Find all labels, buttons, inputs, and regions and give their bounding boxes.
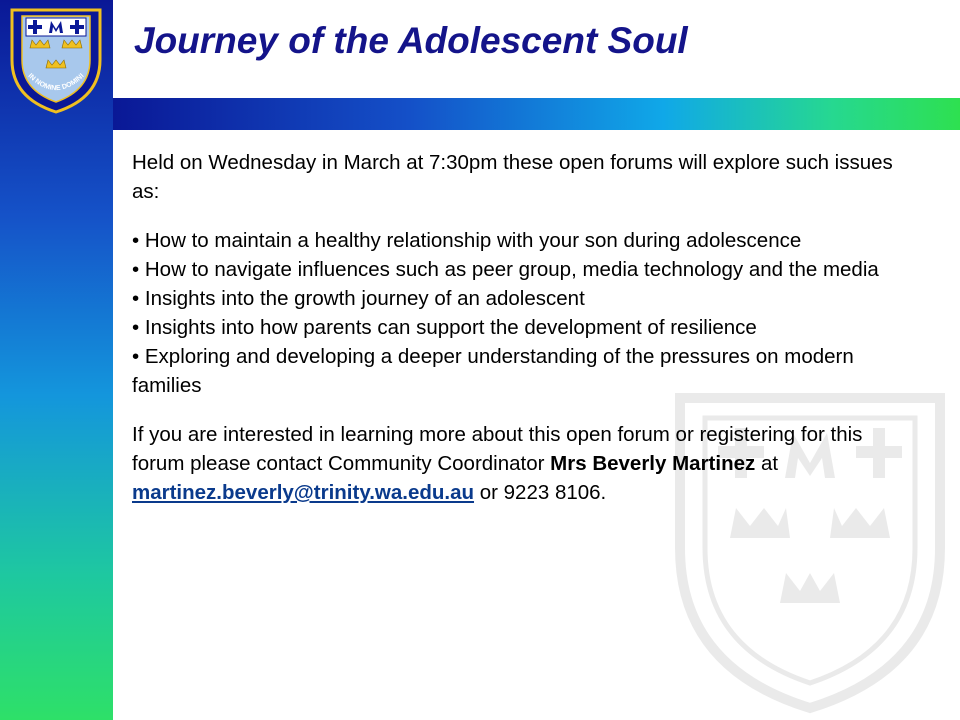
contact-text: If you are interested in learning more about this open forum or registering for this forum please contact Community Coordinator bbox=[132, 423, 863, 475]
page-title: Journey of the Adolescent Soul bbox=[134, 20, 688, 61]
list-item: • Insights into how parents can support the development of resilience bbox=[132, 313, 902, 342]
school-crest-icon bbox=[6, 2, 106, 114]
main-content bbox=[132, 148, 902, 507]
contact-name: Mrs Beverly Martinez bbox=[550, 452, 756, 475]
crest-motto: IN NOMINE DOMINI bbox=[26, 72, 86, 93]
contact-end: . bbox=[600, 481, 607, 504]
intro-text: Held on Wednesday in March at 7:30pm these open forums will explore such issues as: bbox=[132, 151, 893, 203]
title-underline-strip bbox=[113, 98, 960, 130]
list-item: • Exploring and developing a deeper understanding of the pressures on modern families bbox=[132, 342, 902, 400]
list-item: • How to navigate influences such as peer group, media technology and the media bbox=[132, 255, 902, 284]
list-item: • Insights into the growth journey of an adolescent bbox=[132, 284, 902, 313]
topics-list bbox=[132, 226, 902, 400]
phone-number: 9223 8106 bbox=[503, 481, 601, 504]
contact-paragraph bbox=[132, 420, 902, 507]
contact-at: at bbox=[755, 452, 779, 475]
email-link[interactable]: martinez.beverly@trinity.wa.edu.au bbox=[132, 481, 475, 504]
contact-or: or bbox=[474, 481, 504, 504]
list-item: • How to maintain a healthy relationship with your son during adolescence bbox=[132, 226, 902, 255]
